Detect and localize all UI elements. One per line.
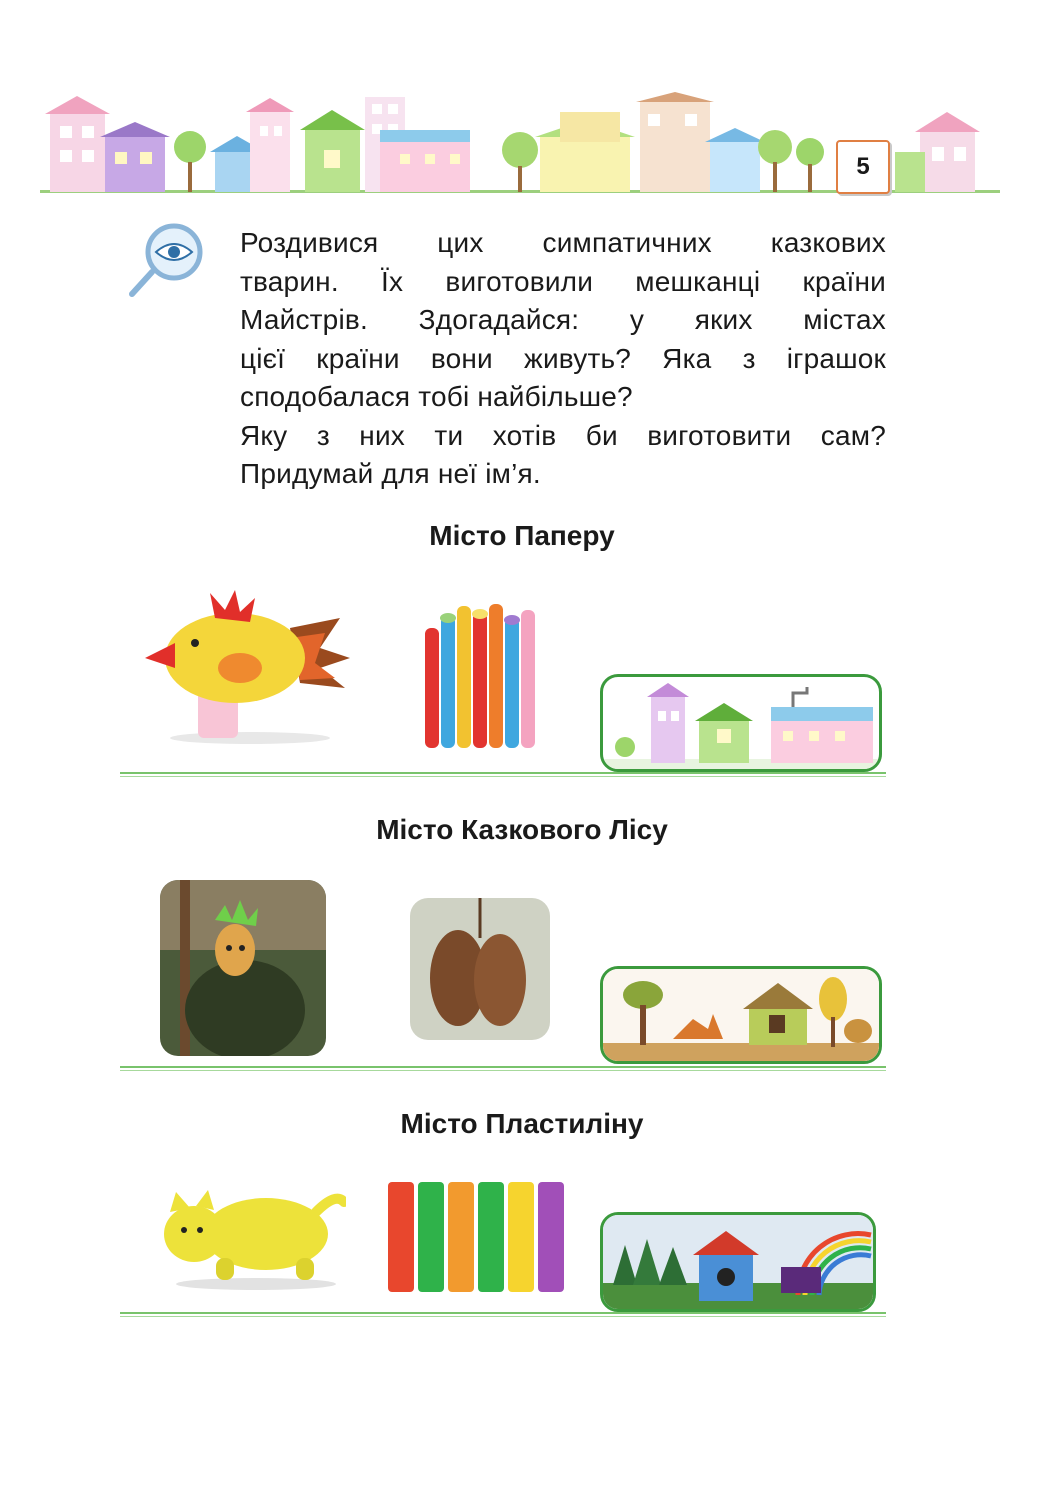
intro-line: цієї країни вони живуть? Яка з іграшок [240, 342, 886, 374]
plasticine-sticks-image [386, 1176, 566, 1296]
plasticine-cat-image [156, 1172, 346, 1292]
intro-line: Майстрів. Здогадайся: у яких містах [240, 304, 886, 335]
section-divider [120, 772, 886, 778]
intro-text [240, 224, 886, 494]
pinecone-doll-image [160, 880, 326, 1056]
section-divider [120, 1312, 886, 1318]
intro-line: Роздивися цих симпатичних казкових [240, 227, 886, 258]
forest-town-frame [600, 966, 882, 1064]
plasticine-town-image [603, 1215, 873, 1309]
forest-town-image [603, 969, 879, 1061]
paper-chicken-image [140, 588, 360, 748]
intro-line: сподобалася тобі найбільше? [240, 381, 633, 412]
section-title-paper: Місто Паперу [429, 520, 615, 551]
pinecones-image [410, 898, 550, 1040]
paper-rolls-image [415, 598, 545, 753]
section-divider [120, 1066, 886, 1072]
intro-line: Придумай для неї ім’я. [240, 458, 541, 489]
intro-line: тварин. Їх виготовили мешканці країни [240, 265, 886, 297]
paper-town-image [603, 677, 879, 769]
eye-magnifier-icon [124, 222, 210, 302]
section-title-forest: Місто Казкового Лісу [376, 814, 668, 845]
section-title-plasticine: Місто Пластиліну [400, 1108, 644, 1139]
page-number: 5 [836, 140, 890, 194]
intro-line: Яку з них ти хотів би виготовити сам? [240, 419, 886, 451]
plasticine-town-frame [600, 1212, 876, 1312]
paper-town-frame [600, 674, 882, 772]
